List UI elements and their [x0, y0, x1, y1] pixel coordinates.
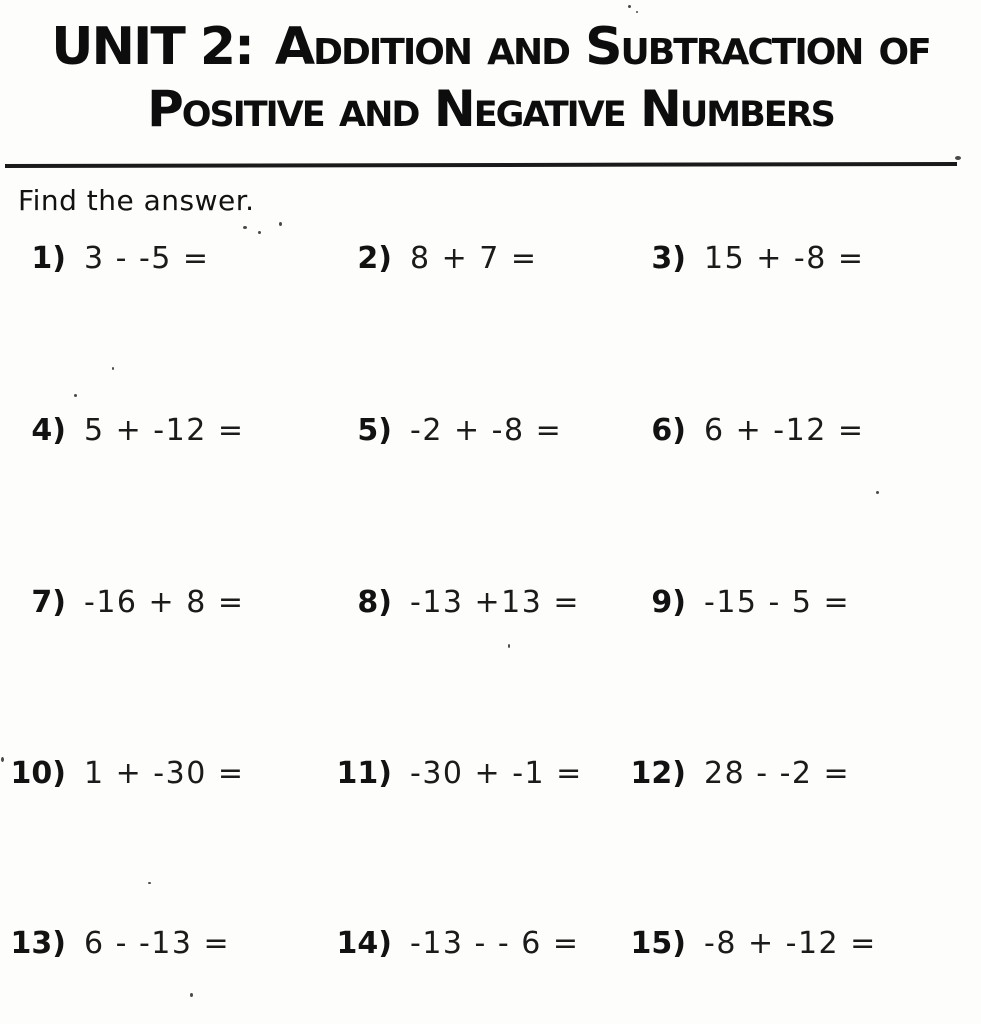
problem-expression: 1 + -30 =: [84, 756, 245, 791]
title-line1-text: Addition and Subtraction of: [274, 17, 930, 77]
problem-6: [628, 410, 864, 452]
title-line-2: Positive and Negative Numbers: [147, 80, 834, 138]
scan-speck: [636, 11, 638, 13]
problem-9: [628, 582, 850, 624]
problem-11: [334, 753, 583, 795]
problem-expression: -13 +13 =: [410, 585, 581, 620]
problem-expression: -30 + -1 =: [410, 756, 583, 791]
problem-row-5: [0, 923, 981, 965]
problem-expression: 3 - -5 =: [84, 241, 210, 276]
problem-number: 4): [31, 413, 66, 448]
problem-8: [334, 582, 580, 624]
problem-expression: -13 - - 6 =: [410, 926, 580, 961]
scan-speck: [628, 5, 631, 8]
problem-expression: 6 + -12 =: [704, 413, 865, 448]
problem-row-1: [0, 238, 981, 280]
scan-speck: [955, 156, 961, 160]
problem-12: [628, 753, 850, 795]
problem-number: 9): [651, 585, 686, 620]
problem-14: [334, 923, 580, 965]
problem-2: [334, 238, 538, 280]
scan-speck: [258, 231, 261, 234]
problem-4: [8, 410, 244, 452]
problem-number: 5): [357, 413, 392, 448]
instruction-text: Find the answer.: [18, 184, 255, 217]
problem-number: 1): [31, 241, 66, 276]
scan-speck: [74, 394, 77, 397]
problem-number: 12): [630, 756, 686, 791]
problem-10: [8, 753, 244, 795]
problem-expression: -8 + -12 =: [704, 926, 877, 961]
problem-number: 13): [10, 926, 66, 961]
problem-row-2: [0, 410, 981, 452]
title-line-1: [0, 14, 981, 80]
problem-3: [628, 238, 864, 280]
problem-expression: 28 - -2 =: [704, 756, 851, 791]
problem-5: [334, 410, 562, 452]
problem-1: [8, 238, 210, 280]
problem-number: 7): [31, 585, 66, 620]
problem-expression: 15 + -8 =: [704, 241, 865, 276]
problem-expression: -2 + -8 =: [410, 413, 563, 448]
problem-15: [628, 923, 877, 965]
scan-speck: [876, 491, 879, 494]
scan-speck: [1, 757, 4, 762]
problem-number: 14): [336, 926, 392, 961]
problem-number: 8): [357, 585, 392, 620]
problem-row-3: [0, 582, 981, 624]
problem-number: 3): [651, 241, 686, 276]
problem-expression: -16 + 8 =: [84, 585, 245, 620]
scan-speck: [190, 993, 193, 997]
problem-expression: 8 + 7 =: [410, 241, 538, 276]
scan-speck: [112, 367, 114, 370]
problem-13: [8, 923, 230, 965]
problem-number: 6): [651, 413, 686, 448]
problem-number: 15): [630, 926, 686, 961]
problem-number: 2): [357, 241, 392, 276]
title-divider-rule: [5, 162, 957, 168]
scan-speck: [508, 644, 510, 648]
problem-row-4: [0, 753, 981, 795]
worksheet-title: [0, 14, 981, 138]
problem-number: 10): [10, 756, 66, 791]
problem-number: 11): [336, 756, 392, 791]
problem-expression: 6 - -13 =: [84, 926, 231, 961]
problem-expression: 5 + -12 =: [84, 413, 245, 448]
scan-speck: [243, 226, 247, 229]
problem-7: [8, 582, 244, 624]
scan-speck: [148, 882, 151, 884]
scan-speck: [279, 222, 282, 226]
title-unit-label: UNIT 2:: [51, 17, 253, 77]
problem-expression: -15 - 5 =: [704, 585, 851, 620]
